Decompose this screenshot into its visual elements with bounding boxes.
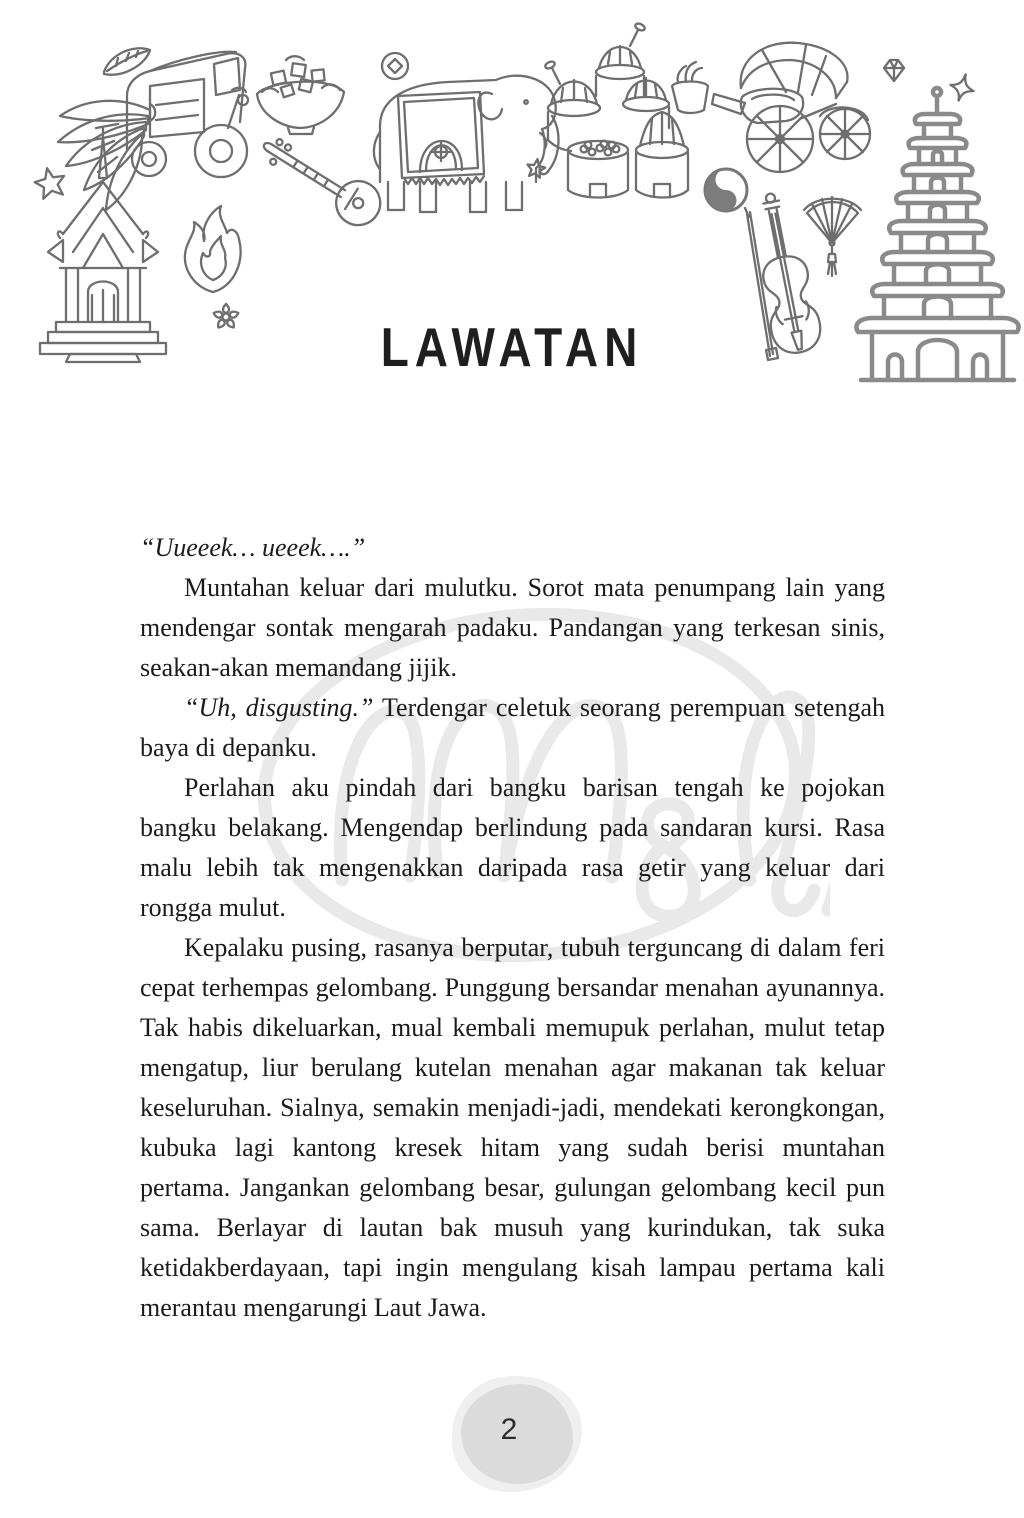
diamond-icon [884,60,904,81]
page-number: 2 [500,1413,518,1446]
flame-icon [185,206,241,292]
chinese-coin-icon [382,53,408,79]
paragraph: Perlahan aku pindah dari bangku barisan tengah ke pojokan bangku belakang. Mengendap berlindung pada sandaran kursi. Rasa malu lebih tak mengenakkan daripada rasa getir yang keluar dari rongga mulut. [140,773,885,922]
sparkle-icon [947,71,977,103]
page-number-blob-halo [452,1376,582,1492]
paragraph: Kepalaku pusing, rasanya berputar, tubuh terguncang di dalam feri cepat terhempas gelombang. Punggung bersandar menahan ayunannya. Tak habis dikeluarkan, mual kembali memupuk perlahan, mulut tetap mengatup, liur berulang kutelan menahan agar makanan tak keluar keseluruhan. Sialnya, semakin menjadi-jadi, mendekati kerongkongan, kubuka lagi kantong kresek hitam yang sudah berisi muntahan pertama. Jangankan gelombang besar, gulungan gelombang kecil pun sama. Berlayar di lautan bak musuh yang kurindukan, tak suka ketidakberdayaan, tapi ingin mengulang kisah lampau pertama kali merantau mengarungi Laut Jawa. [140,933,885,1322]
banana-bunch-icon [58,101,155,210]
page-number-blob [461,1384,573,1484]
paragraph-rest: Terdengar celetuk seorang perempuan setengah baya di depanku. [140,693,885,762]
sitar-icon [253,126,389,234]
folding-fan-icon [804,197,861,276]
elephant-icon [374,76,559,212]
yin-yang-icon [705,169,747,211]
cyclo-rickshaw-icon [712,43,870,172]
star-icon [32,165,67,200]
chapter-title: LAWATAN [380,316,644,378]
paragraph-quote: “Uueeek… ueeek….” [140,533,366,562]
noodle-bowl-icon [257,56,344,134]
paragraph-italic-lead: “Uh, disgusting.” [184,693,374,722]
body-text [140,528,885,1328]
paragraph: Muntahan keluar dari mulutku. Sorot mata penumpang lain yang mendengar sontak mengarah padaku. Pandangan yang terkesan sinis, seakan-akan memandang jijik. [140,573,885,682]
leaf-icon [104,48,150,74]
paragraph [140,688,885,768]
spice-baskets-icon [544,22,708,197]
